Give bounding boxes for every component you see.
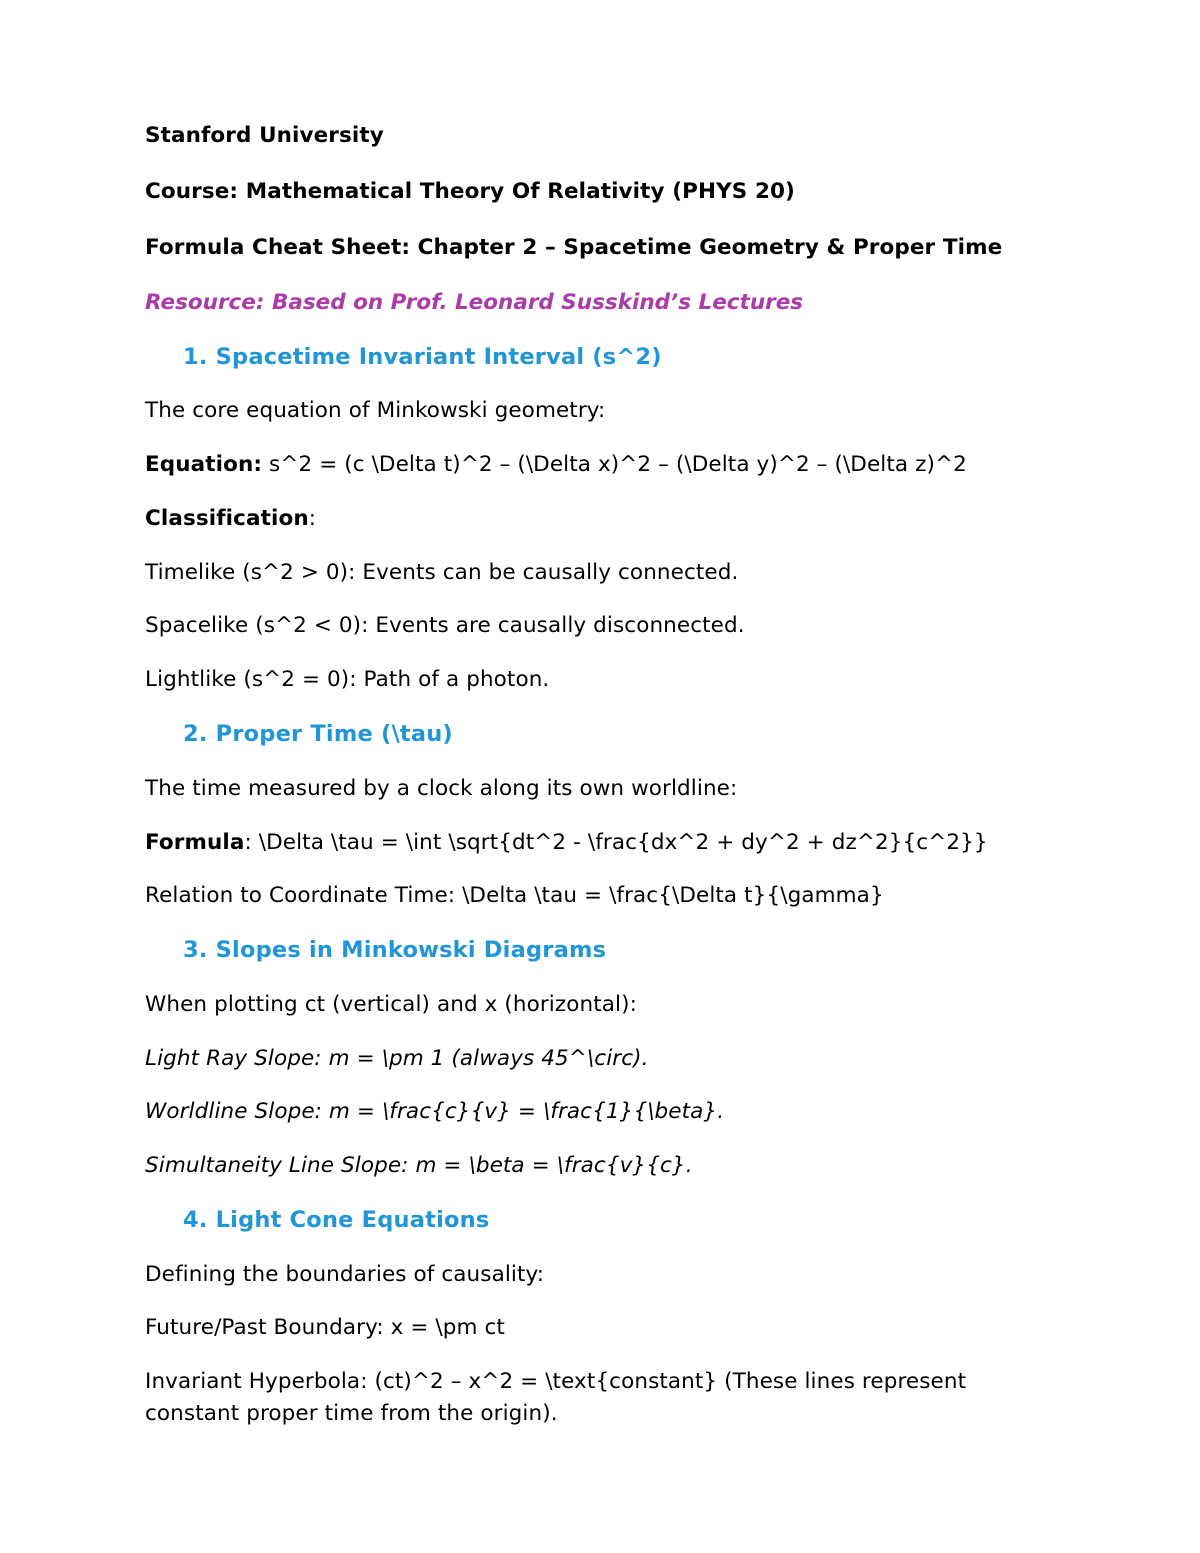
section-3-heading: 3. Slopes in Minkowski Diagrams <box>183 937 607 964</box>
section-4 <box>145 1204 1055 1430</box>
section-3-intro: When plotting ct (vertical) and x (horizontal): <box>145 991 637 1017</box>
document-body <box>145 120 1055 1430</box>
section-2 <box>145 718 1055 912</box>
section-3 <box>145 934 1055 1182</box>
section-1 <box>145 341 1055 697</box>
classification-colon: : <box>308 505 317 531</box>
section-1-intro: The core equation of Minkowski geometry: <box>145 398 606 424</box>
classification-label: Classification <box>145 505 309 531</box>
course-name: Course: Mathematical Theory Of Relativity (PHYS 20) <box>145 178 795 204</box>
resource-note: Resource: Based on Prof. Leonard Susskind’s Lectures <box>145 290 804 316</box>
section-2-heading: 2. Proper Time (\tau) <box>183 721 453 748</box>
section-2-formula <box>145 827 1055 859</box>
sheet-title: Formula Cheat Sheet: Chapter 2 – Spacetime Geometry & Proper Time <box>145 234 1003 260</box>
section-3-item-0: Light Ray Slope: m = \pm 1 (always 45^\circ). <box>145 1045 649 1071</box>
section-4-intro: Defining the boundaries of causality: <box>145 1261 545 1287</box>
section-1-item-1: Spacelike (s^2 < 0): Events are causally disconnected. <box>145 613 745 639</box>
university-name: Stanford University <box>145 123 384 148</box>
section-2-intro: The time measured by a clock along its own worldline: <box>145 775 738 801</box>
section-4-item-0: Future/Past Boundary: x = \pm ct <box>145 1315 505 1341</box>
section-4-heading: 4. Light Cone Equations <box>183 1207 490 1234</box>
title-block <box>145 120 1055 319</box>
formula-text: : \Delta \tau = \int \sqrt{dt^2 - \frac{dx^2 + dy^2 + dz^2}{c^2}} <box>244 829 988 855</box>
section-3-item-1: Worldline Slope: m = \frac{c}{v} = \frac{1}{\beta}. <box>145 1099 725 1125</box>
formula-label: Formula <box>145 829 245 855</box>
section-1-item-2: Lightlike (s^2 = 0): Path of a photon. <box>145 667 550 693</box>
section-1-classification <box>145 503 1055 535</box>
equation-text: s^2 = (c \Delta t)^2 – (\Delta x)^2 – (\Delta y)^2 – (\Delta z)^2 <box>262 452 967 478</box>
section-4-item-1: Invariant Hyperbola: (ct)^2 – x^2 = \text{constant} (These lines represent constant proper time from the origin). <box>145 1369 967 1427</box>
section-1-equation <box>145 449 1055 481</box>
equation-label: Equation: <box>145 452 263 478</box>
section-1-heading: 1. Spacetime Invariant Interval (s^2) <box>183 343 662 370</box>
section-2-relation: Relation to Coordinate Time: \Delta \tau = \frac{\Delta t}{\gamma} <box>145 883 884 909</box>
section-3-item-2: Simultaneity Line Slope: m = \beta = \frac{v}{c}. <box>145 1153 693 1179</box>
section-1-item-0: Timelike (s^2 > 0): Events can be causally connected. <box>145 559 739 585</box>
